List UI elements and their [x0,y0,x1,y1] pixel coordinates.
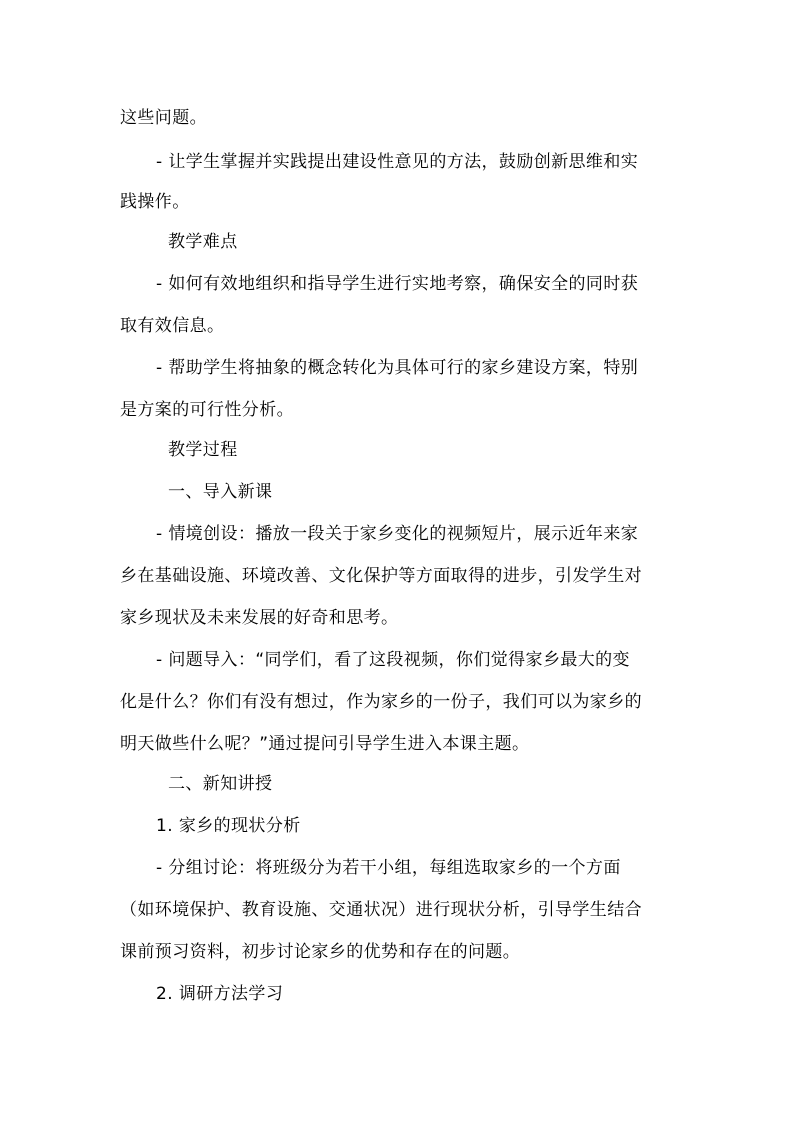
paragraph-continuation: （如环境保护、教育设施、交通状况）进行现状分析，引导学生结合 [120,900,642,920]
paragraph-continuation: 乡在基础设施、环境改善、文化保护等方面取得的进步，引发学生对 [120,566,642,586]
bullet-paragraph-line: - 问题导入：“同学们，看了这段视频，你们觉得家乡最大的变 [156,650,630,670]
section-heading-teaching-difficulties: 教学难点 [168,232,238,252]
paragraph-continuation: 践操作。 [120,192,190,212]
paragraph-continuation: 取有效信息。 [120,316,225,336]
numbered-item-heading: 2. 调研方法学习 [156,984,284,1004]
bullet-paragraph-line: - 情境创设：播放一段关于家乡变化的视频短片，展示近年来家 [156,524,639,544]
bullet-paragraph-line: - 如何有效地组织和指导学生进行实地考察，确保安全的同时获 [156,274,639,294]
paragraph-continuation: 这些问题。 [120,108,207,128]
paragraph-continuation: 课前预习资料，初步讨论家乡的优势和存在的问题。 [120,942,521,962]
paragraph-continuation: 化是什么？你们有没有想过，作为家乡的一份子，我们可以为家乡的 [120,692,642,712]
bullet-paragraph-line: - 帮助学生将抽象的概念转化为具体可行的家乡建设方案，特别 [156,358,639,378]
section-heading-teaching-process: 教学过程 [168,440,238,460]
paragraph-continuation: 明天做些什么呢？”通过提问引导学生进入本课主题。 [120,734,530,754]
subsection-heading-new-knowledge: 二、新知讲授 [168,774,273,794]
numbered-item-heading: 1. 家乡的现状分析 [156,816,301,836]
bullet-paragraph-line: - 分组讨论：将班级分为若干小组，每组选取家乡的一个方面 [156,858,621,878]
subsection-heading-intro: 一、导入新课 [168,482,273,502]
bullet-paragraph-line: - 让学生掌握并实践提出建设性意见的方法，鼓励创新思维和实 [156,152,639,172]
paragraph-continuation: 是方案的可行性分析。 [120,400,294,420]
paragraph-continuation: 家乡现状及未来发展的好奇和思考。 [120,608,399,628]
